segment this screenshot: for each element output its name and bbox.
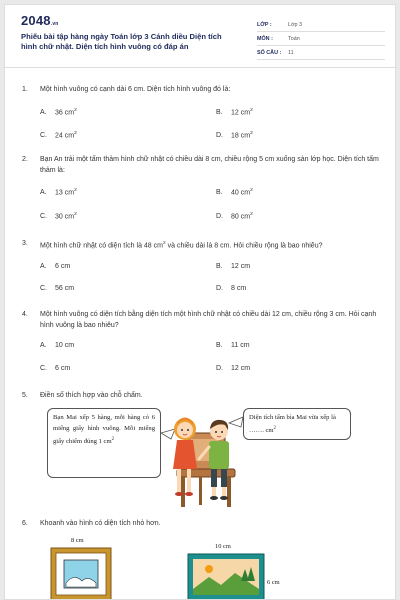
option-a[interactable] (40, 186, 77, 197)
option-sup: 2 (74, 131, 77, 136)
bubble-tail-left (161, 429, 175, 439)
girl-leg (187, 469, 191, 493)
meta-label: LỚP : (257, 22, 272, 28)
option-d[interactable] (216, 129, 253, 140)
bubble-right-text: Diện tích tấm bìa Mai vừa xếp là ……. cm (249, 414, 336, 435)
option-value: 11 cm (231, 342, 250, 349)
boy-shorts (211, 469, 217, 487)
option-letter: D. (216, 285, 223, 292)
boy-shorts (221, 469, 227, 487)
option-letter: D. (216, 132, 223, 140)
speech-bubble-left (47, 408, 161, 478)
option-sup: 2 (250, 212, 253, 217)
picture-sun (205, 565, 213, 573)
option-letter: A. (40, 109, 47, 117)
option-value: 13 cm (55, 189, 75, 197)
figure-1-width-label: 8 cm (71, 537, 84, 544)
boy-eye (215, 431, 217, 433)
option-sup: 2 (74, 212, 77, 217)
question-number: 2. (22, 156, 28, 163)
option-c[interactable] (40, 364, 70, 373)
option-c[interactable] (40, 129, 77, 140)
option-letter: C. (40, 365, 47, 372)
worksheet-meta (257, 18, 385, 60)
question-text-part: Một hình chữ nhật có diện tích là 48 cm (40, 242, 163, 250)
meta-value: 11 (288, 50, 294, 56)
option-b[interactable] (216, 106, 253, 117)
option-letter: C. (40, 132, 47, 140)
option-d[interactable] (216, 284, 246, 293)
option-a[interactable] (40, 341, 74, 350)
meta-value: Toán (288, 36, 300, 42)
bubble-right-sup: 2 (273, 426, 276, 431)
meta-row-count (257, 46, 385, 60)
option-c[interactable] (40, 210, 77, 221)
option-value: 56 cm (55, 285, 75, 292)
bench-leg (227, 477, 231, 507)
meta-label: MÔN : (257, 36, 273, 42)
option-letter: A. (40, 263, 47, 270)
bubble-tail-right (229, 417, 243, 427)
question-number: 5. (22, 392, 28, 399)
option-b[interactable] (216, 186, 253, 197)
boy-leg (222, 487, 226, 497)
bubble-left-text: Bạn Mai xếp 5 hàng, mỗi hàng có 6 miếng giấy hình vuông. Mỗi miếng giấy chiếm đúng 1 cm (53, 414, 155, 446)
option-letter: A. (40, 342, 47, 349)
option-value: 24 cm (55, 132, 75, 140)
option-letter: D. (216, 365, 223, 372)
figure-1-square-frame[interactable] (50, 547, 112, 600)
girl-shoe (175, 492, 183, 496)
bubble-left-sup: 2 (111, 437, 115, 442)
bench-leg (199, 477, 202, 505)
question-text: Điền số thích hợp vào chỗ chấm. (40, 392, 143, 399)
option-b[interactable] (216, 262, 250, 271)
option-value: 36 cm (55, 109, 75, 117)
question-text: Một hình vuông có cạnh dài 6 cm. Diện tích hình vuông đó là: (40, 86, 231, 93)
figure-2-height-label: 6 cm (267, 579, 280, 586)
logo-main: 2048 (21, 13, 51, 28)
option-sup: 2 (250, 188, 253, 193)
question-number: 1. (22, 86, 28, 93)
option-d[interactable] (216, 364, 250, 373)
boy-shoe (210, 496, 218, 500)
meta-value: Lớp 3 (288, 22, 303, 28)
meta-row-subject (257, 32, 385, 46)
header-divider (5, 67, 396, 68)
option-value: 40 cm (231, 189, 251, 197)
option-sup: 2 (250, 108, 253, 113)
bench-leg (181, 477, 185, 507)
boy-leg (212, 487, 216, 497)
speech-bubble-right (243, 408, 351, 440)
question-number: 4. (22, 311, 28, 318)
figure-2-width-label: 10 cm (215, 543, 231, 550)
boy-shoe (220, 496, 228, 500)
option-sup: 2 (250, 131, 253, 136)
worksheet-title: Phiếu bài tập hàng ngày Toán lớp 3 Cánh diều Diện tích hình chữ nhật. Diện tích hình vuông có đáp án (21, 32, 222, 51)
question-number: 6. (22, 520, 28, 527)
option-sup: 2 (74, 108, 77, 113)
option-letter: C. (40, 213, 47, 221)
girl-face (177, 422, 193, 438)
boy-eye (221, 431, 223, 433)
girl-eye (181, 429, 183, 431)
option-value: 30 cm (55, 213, 75, 221)
question-text: Khoanh vào hình có diện tích nhỏ hơn. (40, 520, 161, 527)
option-value: 12 cm (231, 365, 251, 372)
worksheet-header (5, 5, 396, 65)
girl-dress (173, 440, 197, 469)
question-text-part: và chiều dài là 8 cm. Hỏi chiều rộng là bao nhiêu? (165, 242, 323, 250)
option-value: 10 cm (55, 342, 75, 349)
question-number: 3. (22, 240, 28, 247)
option-value: 12 cm (231, 263, 251, 270)
figure-2-rectangle-frame[interactable] (187, 553, 265, 600)
option-value: 12 cm (231, 109, 251, 117)
worksheet-page (4, 4, 396, 600)
option-value: 18 cm (231, 132, 251, 140)
option-value: 8 cm (231, 285, 247, 292)
option-value: 80 cm (231, 213, 251, 221)
question-text: Bạn An trải một tấm thảm hình chữ nhật có chiều dài 8 cm, chiều rộng 5 cm xuống sàn lớp học. Diện tích tấm thảm là: (40, 156, 379, 174)
option-a[interactable] (40, 262, 70, 271)
boy-shirt (209, 441, 229, 469)
option-d[interactable] (216, 210, 253, 221)
option-letter: D. (216, 213, 223, 221)
option-letter: B. (216, 109, 223, 117)
option-a[interactable] (40, 106, 77, 117)
option-letter: C. (40, 285, 47, 292)
children-on-bench-illustration (155, 403, 255, 511)
meta-label: SỐ CÂU : (257, 50, 282, 56)
meta-row-class (257, 18, 385, 32)
option-letter: A. (40, 189, 47, 197)
girl-eye (187, 429, 189, 431)
question-text: Một hình vuông có diện tích bằng diện tích một hình chữ nhật có chiều dài 12 cm, chiều rộng 3 cm. Hỏi cạnh hình vuông là bao nhiêu? (40, 311, 377, 329)
option-value: 6 cm (55, 263, 71, 270)
girl-leg (177, 469, 181, 493)
girl-shoe (185, 492, 193, 496)
option-c[interactable] (40, 284, 74, 293)
question-text-sup: 2 (162, 241, 166, 246)
option-letter: B. (216, 189, 223, 197)
logo-suffix: .vn (50, 21, 59, 27)
option-letter: B. (216, 342, 223, 349)
option-letter: B. (216, 263, 223, 270)
option-b[interactable] (216, 341, 250, 350)
question-text (40, 239, 390, 252)
site-logo[interactable] (21, 13, 59, 28)
option-sup: 2 (74, 188, 77, 193)
option-value: 6 cm (55, 365, 71, 372)
